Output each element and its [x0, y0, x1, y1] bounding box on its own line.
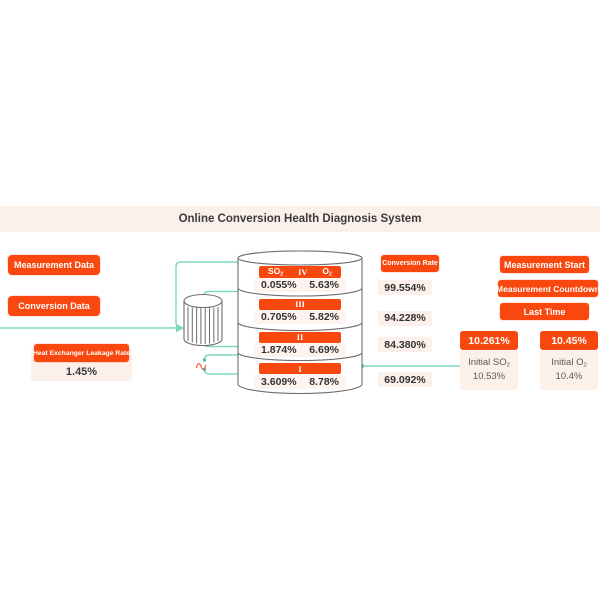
initial-so2-reading: 10.53%	[472, 370, 506, 382]
stage-2-so2-value: 1.874%	[261, 344, 297, 356]
connector-leak-lower	[205, 370, 239, 375]
measurement-data-button[interactable]: Measurement Data	[8, 255, 100, 275]
measurement-start-button[interactable]: Measurement Start	[500, 256, 589, 273]
stage-2-numeral: II	[296, 332, 304, 342]
stage-4-so2-value: 0.055%	[261, 278, 297, 291]
initial-o2-value: 10.45%	[540, 331, 598, 350]
initial-o2-label: Initial $O_2$	[551, 357, 587, 369]
stage-2-values	[254, 343, 346, 357]
conversion-rate-stage-1: 69.092%	[378, 372, 432, 387]
last-time-button[interactable]: Last Time	[500, 303, 589, 320]
leak-wave-icon	[197, 364, 206, 369]
stage-3-header-bar	[259, 299, 341, 310]
heat-exchanger-leakage-button[interactable]: Heat Exchanger Leakage Rate	[34, 344, 129, 362]
conversion-rate-stage-3: 94.228%	[378, 311, 432, 326]
stage-1-values	[254, 375, 346, 389]
stage-3-o2-value: 5.82%	[309, 311, 339, 323]
conversion-rate-button[interactable]: Conversion Rate	[381, 255, 439, 273]
stage-4-numeral: IV	[298, 266, 308, 277]
initial-o2-reading: 10.4%	[555, 370, 583, 382]
stage-1-numeral: I	[298, 363, 302, 374]
flow-arrowhead-icon	[176, 324, 184, 333]
cylinder-top-ellipse	[238, 251, 362, 265]
measurement-countdown-button[interactable]: Measurement Countdown	[498, 280, 598, 297]
stage-4-o2-value: 5.63%	[309, 278, 339, 291]
heat-exchanger-leakage-value: 1.45%	[65, 366, 98, 378]
initial-so2-label: Initial $SO_2$	[468, 357, 510, 369]
page-title: Online Conversion Health Diagnosis System	[178, 213, 422, 225]
initial-so2-value: 10.261%	[460, 331, 518, 350]
title-bar	[0, 206, 600, 232]
stage-3-numeral: III	[295, 299, 305, 309]
stage-3-so2-value: 0.705%	[261, 311, 297, 323]
connector-leak-upper	[205, 355, 239, 359]
stage-4-values	[254, 278, 346, 292]
initial-o2-body	[540, 351, 598, 390]
stage-4-header-bar	[259, 266, 341, 278]
initial-o2-box	[540, 331, 598, 390]
stage-2-o2-value: 6.69%	[309, 344, 339, 356]
stage-2-header-bar	[259, 332, 341, 343]
o2-label: $O_2$	[322, 265, 332, 278]
so2-label: $SO_2$	[268, 265, 284, 278]
initial-so2-box	[460, 331, 518, 390]
conversion-data-button[interactable]: Conversion Data	[8, 296, 100, 316]
stage-1-so2-value: 3.609%	[261, 375, 297, 388]
stage-1-o2-value: 8.78%	[309, 375, 339, 388]
conversion-rate-stage-2: 84.380%	[378, 337, 432, 352]
stage-3-values	[254, 310, 346, 324]
heat-exchanger-pump-icon	[184, 295, 222, 346]
initial-so2-body	[460, 351, 518, 390]
conversion-rate-stage-4: 99.554%	[378, 280, 432, 295]
stage-1-header-bar	[259, 363, 341, 374]
